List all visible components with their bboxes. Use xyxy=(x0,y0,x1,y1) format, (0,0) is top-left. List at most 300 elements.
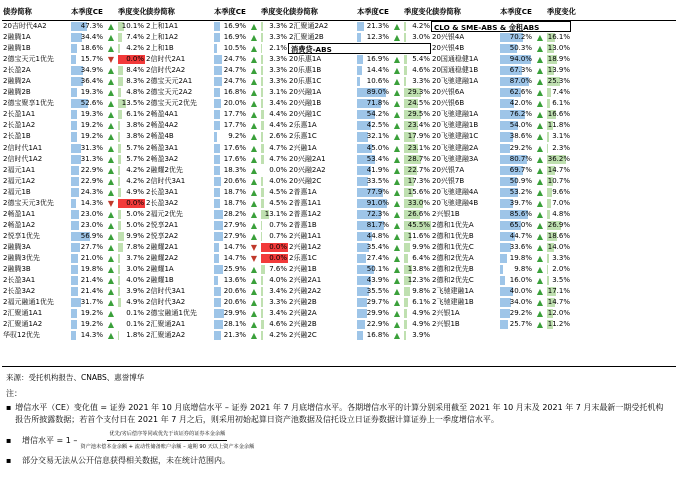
table-row xyxy=(2,187,676,198)
change-cell xyxy=(547,98,571,109)
ce-value: 20.6% xyxy=(223,298,246,307)
change-cell xyxy=(261,76,288,87)
up-arrow-icon: ▲ xyxy=(536,309,544,319)
change-value: 13.8% xyxy=(407,265,430,274)
change-cell xyxy=(547,76,571,87)
bond-name: 2畅盈1A1 xyxy=(3,209,36,218)
change-cell xyxy=(118,330,145,341)
ce-bar xyxy=(71,320,77,329)
change-value: 4.2% xyxy=(269,331,287,340)
ce-bar xyxy=(71,331,76,340)
ce-value: 21.3% xyxy=(366,22,389,30)
ce-bar xyxy=(214,132,217,141)
change-cell xyxy=(261,242,288,253)
source-line: 来源：受托机构报告、CNABS、惠誉博华 xyxy=(6,373,145,382)
change-bar xyxy=(261,132,263,141)
ce-value: 16.0% xyxy=(509,276,532,285)
row-group-3 xyxy=(288,319,431,330)
change-bar xyxy=(404,243,410,252)
bond-name: 2信时代2A2 xyxy=(146,66,186,75)
header-name: 债券简称 xyxy=(432,7,461,16)
change-cell xyxy=(404,330,431,341)
bond-name: 2兴融2B xyxy=(289,320,317,329)
ce-bar xyxy=(357,22,364,31)
change-value: 5.4% xyxy=(412,55,430,64)
row-group-4 xyxy=(431,319,571,330)
change-cell xyxy=(404,143,431,154)
change-value: 4.2% xyxy=(126,176,144,185)
bond-name: 2悦享2A2 xyxy=(146,231,179,240)
note-text-1: 增信水平（CE）变化值 = 证券 2021 年 10 月底增信水平 – 证券 2021 年 7 月底增信水平。各期增信水平的计算分别采用截至 2021 年 10 月末及 2021 年 7 月末最新一期受托机构报告所披露数据；若首个支付日在 2021 年 7 月之后，则采用初始起算日资产池数据及信托设立日证券数据计算证券上一季度增信水平。 xyxy=(15,403,664,424)
ce-value: 16.9% xyxy=(223,22,246,30)
table-row xyxy=(2,143,676,154)
bond-name: 2上和1A2 xyxy=(146,33,179,42)
ce-value: 21.3% xyxy=(223,331,246,340)
bond-name: 2上和1B xyxy=(146,44,174,53)
change-cell xyxy=(261,65,288,76)
change-cell xyxy=(118,242,145,253)
change-cell xyxy=(118,43,145,54)
row-group-2 xyxy=(145,319,288,330)
change-value: 28.7% xyxy=(407,154,430,163)
change-bar xyxy=(404,298,408,307)
ce-bar xyxy=(214,210,223,219)
ce-value: 69.7% xyxy=(509,165,532,174)
row-group-3 xyxy=(288,54,431,65)
change-bar xyxy=(118,276,120,285)
change-value: 4.0% xyxy=(269,176,287,185)
ce-cell xyxy=(357,220,390,231)
bond-name: 2悦享1优先 xyxy=(3,231,40,240)
ce-cell xyxy=(71,209,104,220)
ce-value: 24.7% xyxy=(223,77,246,86)
bond-name: 2德宝天元2A1 xyxy=(146,77,193,86)
ce-bar xyxy=(71,110,77,119)
ce-cell xyxy=(71,319,104,330)
change-bar xyxy=(404,22,406,31)
table-row xyxy=(2,253,676,264)
up-arrow-icon: ▲ xyxy=(393,77,401,87)
bond-name: 2悦享2A1 xyxy=(146,220,179,229)
change-cell xyxy=(547,43,571,54)
change-cell xyxy=(261,297,288,308)
change-value: 5.0% xyxy=(126,220,144,229)
change-value: 0.0% xyxy=(126,198,144,207)
row-group-3 xyxy=(288,143,431,154)
ce-value: 27.9% xyxy=(223,231,246,240)
change-value: 2.6% xyxy=(269,132,287,141)
ce-bar xyxy=(214,55,222,64)
ce-value: 44.8% xyxy=(366,231,389,240)
ce-bar xyxy=(357,132,368,141)
change-value: 3.0% xyxy=(126,265,144,274)
up-arrow-icon: ▲ xyxy=(393,231,401,241)
up-arrow-icon: ▲ xyxy=(250,209,258,219)
up-arrow-icon: ▲ xyxy=(536,198,544,208)
ce-bar xyxy=(71,210,79,219)
ce-bar xyxy=(214,99,221,108)
ce-cell xyxy=(214,120,247,131)
ce-cell xyxy=(214,297,247,308)
ce-cell xyxy=(500,76,533,87)
change-cell xyxy=(404,231,431,242)
change-cell xyxy=(118,253,145,264)
row-group-2 xyxy=(145,143,288,154)
up-arrow-icon: ▲ xyxy=(107,253,115,263)
bond-name: 2畅盈4A1 xyxy=(146,110,179,119)
ce-cell xyxy=(214,131,247,142)
ce-bar xyxy=(357,33,361,42)
change-value: 16.1% xyxy=(547,33,570,42)
down-arrow-icon: ▼ xyxy=(107,198,115,208)
up-arrow-icon: ▲ xyxy=(393,298,401,308)
change-value: 4.9% xyxy=(126,187,144,196)
ce-bar xyxy=(71,254,78,263)
change-value: 4.4% xyxy=(269,110,287,119)
change-cell xyxy=(404,165,431,176)
up-arrow-icon: ▲ xyxy=(107,276,115,286)
row-group-3 xyxy=(288,242,431,253)
ce-value: 35.4% xyxy=(366,242,389,251)
ce-value: 16.8% xyxy=(366,331,389,340)
bond-name: 2融腾3A xyxy=(3,242,31,251)
change-value: 0.1% xyxy=(126,309,144,318)
up-arrow-icon: ▲ xyxy=(393,22,401,31)
header-group-3 xyxy=(288,3,431,20)
row-group-2 xyxy=(145,187,288,198)
ce-value: 72.3% xyxy=(366,209,389,218)
change-bar xyxy=(118,221,121,230)
up-arrow-icon: ▲ xyxy=(393,276,401,286)
bond-name: 20兴银6B xyxy=(432,99,465,108)
formula-line xyxy=(6,428,670,453)
up-arrow-icon: ▲ xyxy=(250,121,258,131)
ce-bar xyxy=(214,188,220,197)
up-arrow-icon: ▲ xyxy=(393,143,401,153)
ce-bar xyxy=(71,287,78,296)
ce-value: 54.0% xyxy=(509,121,532,130)
up-arrow-icon: ▲ xyxy=(393,165,401,175)
up-arrow-icon: ▲ xyxy=(393,55,401,65)
change-bar xyxy=(261,320,264,329)
change-value: 18.6% xyxy=(547,231,570,240)
change-cell xyxy=(547,209,571,220)
change-cell xyxy=(118,198,145,209)
bond-name: 2乐惠1A xyxy=(289,121,317,130)
up-arrow-icon: ▲ xyxy=(536,33,544,43)
row-group-2 xyxy=(145,165,288,176)
ce-cell xyxy=(71,43,104,54)
ce-value: 32.1% xyxy=(366,132,389,141)
bond-name: 2普惠1B xyxy=(289,220,317,229)
up-arrow-icon: ▲ xyxy=(250,99,258,109)
bond-name: 2德宝聚享1优先 xyxy=(3,99,54,108)
change-value: 14.7% xyxy=(547,298,570,307)
change-cell xyxy=(547,198,571,209)
ce-cell xyxy=(500,297,533,308)
header-group-2 xyxy=(145,3,288,20)
change-cell xyxy=(261,231,288,242)
header-spacer xyxy=(533,3,547,20)
change-bar xyxy=(118,298,121,307)
ce-bar xyxy=(71,199,76,208)
row-group-3 xyxy=(288,231,431,242)
bond-name: 2融腾1A xyxy=(3,33,31,42)
change-bar xyxy=(547,265,548,274)
change-cell xyxy=(118,286,145,297)
ce-cell xyxy=(357,286,390,297)
change-bar xyxy=(261,110,264,119)
up-arrow-icon: ▲ xyxy=(107,44,115,54)
ce-cell xyxy=(500,43,533,54)
change-value: 0.0% xyxy=(269,253,287,262)
ce-cell xyxy=(500,154,533,165)
ce-bar xyxy=(214,276,218,285)
change-bar xyxy=(118,166,120,175)
table-row xyxy=(2,120,676,131)
row-group-4 xyxy=(431,43,571,54)
ce-cell xyxy=(500,131,533,142)
ce-cell xyxy=(357,176,390,187)
change-value: 2.3% xyxy=(552,143,570,152)
ce-value: 17.7% xyxy=(223,110,246,119)
up-arrow-icon: ▲ xyxy=(107,298,115,308)
ce-bar xyxy=(214,254,219,263)
section-title: CLO & SME-ABS & 金租ABS xyxy=(431,21,571,32)
change-bar xyxy=(547,88,551,97)
ce-value: 14.4% xyxy=(366,66,389,75)
row-group-2 xyxy=(145,209,288,220)
up-arrow-icon: ▲ xyxy=(393,242,401,252)
change-bar xyxy=(261,121,264,130)
change-cell xyxy=(404,297,431,308)
ce-cell xyxy=(214,220,247,231)
row-group-4 xyxy=(431,54,571,65)
row-group-2 xyxy=(145,198,288,209)
header-chg: 季度变化 xyxy=(118,7,147,16)
up-arrow-icon: ▲ xyxy=(393,154,401,164)
ce-cell xyxy=(357,231,390,242)
change-value: 3.8% xyxy=(126,121,144,130)
ce-cell xyxy=(214,32,247,43)
ce-cell xyxy=(71,109,104,120)
ce-cell xyxy=(357,54,390,65)
row-group-4 xyxy=(431,154,571,165)
change-value: 4.6% xyxy=(412,66,430,75)
change-value: 0.0% xyxy=(269,165,287,174)
formula-numerator: 优先/劣后偿序等同或优先于该证券的证券本金余额 xyxy=(107,428,227,441)
row-group-1 xyxy=(2,176,145,187)
up-arrow-icon: ▲ xyxy=(107,265,115,275)
ce-cell xyxy=(357,143,390,154)
change-bar xyxy=(261,44,262,53)
change-cell xyxy=(261,209,288,220)
row-group-2 xyxy=(145,286,288,297)
up-arrow-icon: ▲ xyxy=(536,276,544,286)
ce-bar xyxy=(357,309,367,318)
up-arrow-icon: ▲ xyxy=(107,88,115,98)
change-value: 3.3% xyxy=(552,253,570,262)
change-value: 7.6% xyxy=(269,265,287,274)
ce-bar xyxy=(71,188,79,197)
ce-value: 24.7% xyxy=(223,66,246,75)
bond-name: 2兴融2A1 xyxy=(289,276,322,285)
ce-bar xyxy=(214,309,224,318)
change-cell xyxy=(118,65,145,76)
ce-value: 25.9% xyxy=(223,265,246,274)
ce-value: 38.6% xyxy=(509,132,532,141)
up-arrow-icon: ▲ xyxy=(107,121,115,131)
header-ce: 本季度CE xyxy=(71,7,103,16)
row-group-2 xyxy=(145,330,288,341)
change-cell xyxy=(118,209,145,220)
ce-value: 70.2% xyxy=(509,33,532,42)
ce-cell xyxy=(357,297,390,308)
change-cell xyxy=(118,76,145,87)
header-group-4 xyxy=(431,3,576,20)
change-value: 4.9% xyxy=(126,298,144,307)
header-chg: 季度变化 xyxy=(547,7,576,16)
row-group-4 xyxy=(431,143,571,154)
change-value: 14.7% xyxy=(547,165,570,174)
up-arrow-icon: ▲ xyxy=(107,99,115,109)
bond-name: 2长盈1B xyxy=(3,132,31,141)
ce-value: 52.6% xyxy=(80,99,103,108)
change-bar xyxy=(118,121,120,130)
bond-name: 2信时代3A1 xyxy=(146,176,186,185)
ce-cell xyxy=(214,275,247,286)
row-group-2 xyxy=(145,220,288,231)
ce-cell xyxy=(357,198,390,209)
ce-value: 87.0% xyxy=(509,77,532,86)
up-arrow-icon: ▲ xyxy=(107,132,115,142)
bond-name: 2飞驰建融1A xyxy=(432,287,474,296)
bond-name: 2兴融2A2 xyxy=(289,287,322,296)
ce-value: 43.9% xyxy=(366,276,389,285)
change-bar xyxy=(261,55,263,64)
up-arrow-icon: ▲ xyxy=(393,198,401,208)
change-cell xyxy=(261,54,288,65)
bond-name: 2德和2优先A xyxy=(432,253,474,262)
change-bar xyxy=(261,276,263,285)
row-group-1 xyxy=(2,32,145,43)
up-arrow-icon: ▲ xyxy=(107,22,115,31)
ce-cell xyxy=(500,231,533,242)
up-arrow-icon: ▲ xyxy=(250,331,258,341)
ce-value: 91.0% xyxy=(366,198,389,207)
change-cell xyxy=(118,120,145,131)
note-bullet-1 xyxy=(6,402,670,426)
ce-value: 40.0% xyxy=(509,287,532,296)
bond-name: 20兴银4B xyxy=(432,44,465,53)
ce-cell xyxy=(500,54,533,65)
ce-bar xyxy=(500,320,508,329)
bond-name: 20乐惠1B xyxy=(289,66,322,75)
up-arrow-icon: ▲ xyxy=(393,121,401,131)
change-value: 8.3% xyxy=(126,77,144,86)
ce-cell xyxy=(500,187,533,198)
change-bar xyxy=(547,144,548,153)
bond-name: 2长盈3A2 xyxy=(3,287,36,296)
ce-value: 16.9% xyxy=(223,33,246,42)
ce-bar xyxy=(214,144,220,153)
ce-cell xyxy=(71,286,104,297)
ce-value: 16.8% xyxy=(223,88,246,97)
up-arrow-icon: ▲ xyxy=(536,66,544,76)
ce-cell xyxy=(500,143,533,154)
table-row xyxy=(2,131,676,142)
change-value: 11.8% xyxy=(547,121,570,130)
row-group-4 xyxy=(431,308,571,319)
ce-bar xyxy=(357,320,365,329)
table-row xyxy=(2,76,676,87)
change-cell xyxy=(404,54,431,65)
ce-bar xyxy=(357,254,366,263)
change-bar xyxy=(261,77,263,86)
header-name: 债券简称 xyxy=(289,7,318,16)
ce-cell xyxy=(500,198,533,209)
ce-bar xyxy=(71,166,79,175)
ce-value: 35.5% xyxy=(366,287,389,296)
change-cell xyxy=(261,198,288,209)
row-group-1 xyxy=(2,242,145,253)
change-value: 12.3% xyxy=(407,276,430,285)
change-bar xyxy=(261,265,265,274)
row-group-2 xyxy=(145,176,288,187)
ce-value: 54.2% xyxy=(366,110,389,119)
ce-value: 13.6% xyxy=(223,276,246,285)
change-value: 17.1% xyxy=(547,287,570,296)
ce-bar xyxy=(71,121,77,130)
change-value: 18.9% xyxy=(547,55,570,64)
bond-name: 2德宝天元2A2 xyxy=(146,88,193,97)
change-bar xyxy=(547,99,550,108)
up-arrow-icon: ▲ xyxy=(107,331,115,341)
ce-bar xyxy=(71,276,78,285)
ce-value: 94.0% xyxy=(509,55,532,64)
up-arrow-icon: ▲ xyxy=(393,287,401,297)
ce-cell xyxy=(71,120,104,131)
ce-cell xyxy=(357,154,390,165)
ce-value: 17.6% xyxy=(223,154,246,163)
row-group-2 xyxy=(145,21,288,32)
up-arrow-icon: ▲ xyxy=(250,165,258,175)
row-group-4 xyxy=(431,187,571,198)
table-row xyxy=(2,264,676,275)
note-bullet-2 xyxy=(6,455,670,467)
change-value: 4.0% xyxy=(269,276,287,285)
change-value: 7.0% xyxy=(552,198,570,207)
change-value: 4.8% xyxy=(126,88,144,97)
change-value: 0.0% xyxy=(126,55,144,64)
change-value: 13.9% xyxy=(547,66,570,75)
up-arrow-icon: ▲ xyxy=(250,220,258,230)
up-arrow-icon: ▲ xyxy=(393,265,401,275)
up-arrow-icon: ▲ xyxy=(536,209,544,219)
change-cell xyxy=(118,32,145,43)
ce-cell xyxy=(71,187,104,198)
ce-bar xyxy=(357,77,360,86)
ce-value: 45.0% xyxy=(366,143,389,152)
ce-value: 24.3% xyxy=(80,187,103,196)
table-row xyxy=(2,87,676,98)
up-arrow-icon: ▲ xyxy=(393,209,401,219)
up-arrow-icon: ▲ xyxy=(107,242,115,252)
change-value: 7.4% xyxy=(126,33,144,42)
up-arrow-icon: ▲ xyxy=(107,309,115,319)
ce-cell xyxy=(357,275,390,286)
ce-cell xyxy=(71,242,104,253)
